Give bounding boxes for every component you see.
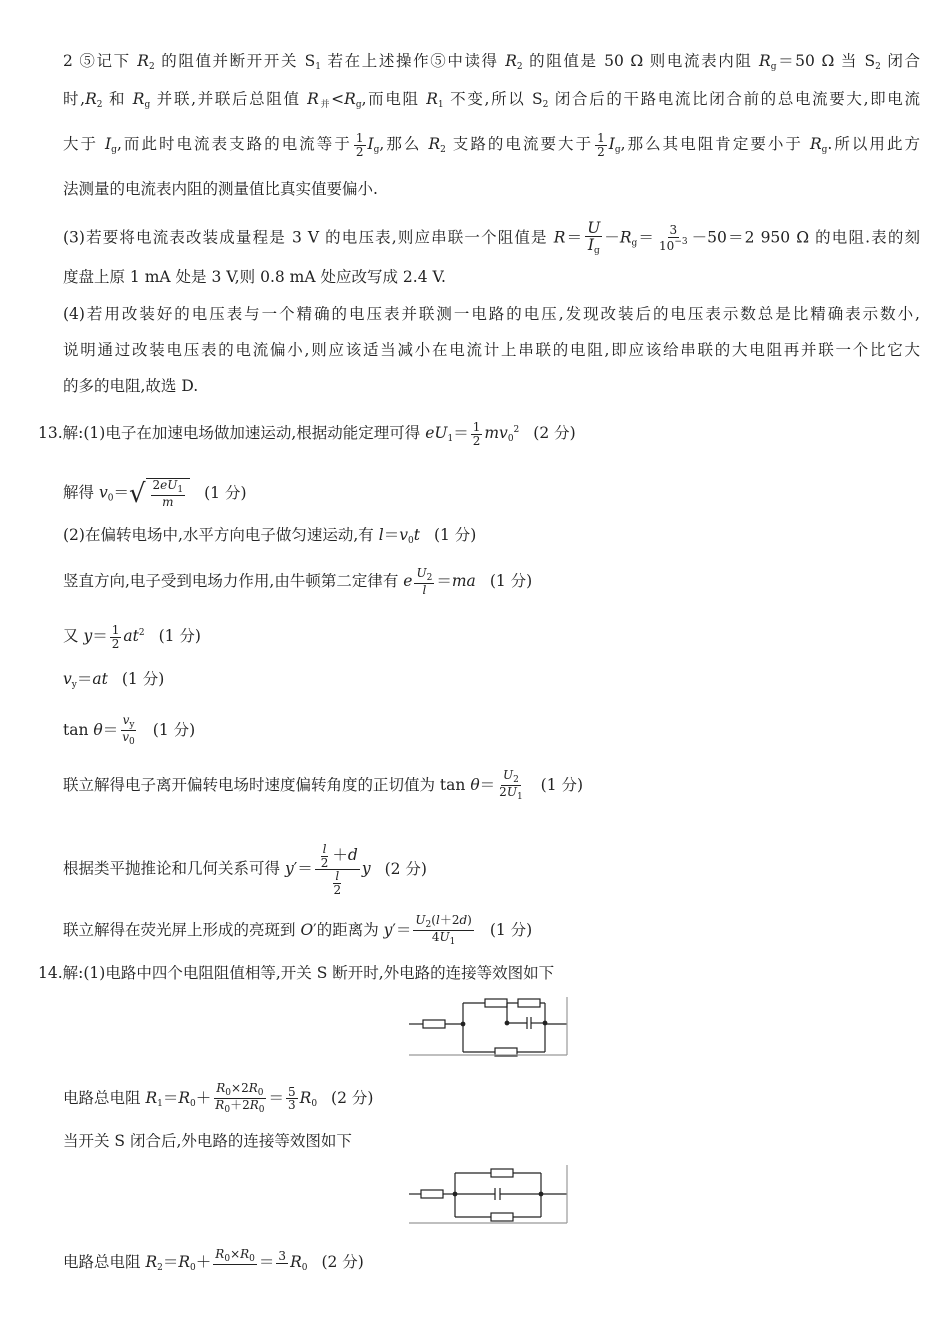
q14-line2: 电路总电阻 $R_1=R_0+$ $\frac{R_0\times 2R_0}{R_0+2R_0}$ ＝ $\frac{5}{3}$ $R_0$ (2 分)	[63, 1081, 374, 1116]
p3-line3: 的多的电阻,故选 D.	[63, 377, 199, 395]
q13-line6: $v_y=at$ (1 分)	[63, 670, 165, 690]
q13-line2: 解得 $v_0=$ √ $\frac{2eU_1}{m}$ (1 分)	[63, 478, 247, 510]
circuit-diagram-closed	[407, 1163, 569, 1225]
q14-line1: 14.解:(1)电路中四个电阻阻值相等,开关 S 断开时,外电路的连接等效图如下	[38, 964, 555, 982]
q14-line3: 当开关 S 闭合后,外电路的连接等效图如下	[63, 1132, 352, 1150]
q13-line4: 竖直方向,电子受到电场力作用,由牛顿第二定律有 e $\frac{U_2}{l}$ ＝ma (1 分)	[63, 566, 533, 598]
q13-line8: 联立解得电子离开偏转电场时速度偏转角度的正切值为 tan θ＝ $\frac{U_2}{2U_1}$ (1 分)	[63, 768, 584, 803]
p1-line1: 2 ⑤记下 $R_2$ 的阻值并断开开关 $S_1$ 若在上述操作⑤中读得 $R_2$ 的阻值是 50 Ω 则电流表内阻 $R_g=50$ Ω 当 $S_2$ 闭合	[63, 52, 920, 72]
score: (2 分)	[533, 424, 576, 442]
p3-line2: 说明通过改装电压表的电流偏小,则应该适当减小在电流计上串联的电阻,即应该给串联的大电阻再并联一个比它大	[63, 341, 920, 359]
circuit-diagram-open	[407, 995, 569, 1057]
q13-line3: (2)在偏转电场中,水平方向电子做匀速运动,有 $l=v_0t$ (1 分)	[63, 526, 477, 546]
q13-line1: 13.解:(1)电子在加速电场做加速运动,根据动能定理可得 $eU_1=$ $\frac{1}{2}$ $mv_0^2$ (2 分)	[38, 419, 576, 448]
p2-line1: (3)若要将电流表改装成量程是 3 V 的电压表,则应串联一个阻值是 R＝ $\frac{U}{I_g}$ $-R_g=$ $\frac{3}{10^{-3}}$ －50＝2 950 Ω 的电阻.表的刻	[63, 219, 920, 257]
p2-line2: 度盘上原 1 mA 处是 3 V,则 0.8 mA 处应改写成 2.4 V.	[63, 268, 446, 286]
q14-line4: 电路总电阻 $R_2=R_0+$ $R_0\times R_0$ ＝ 3 $R_0$ (2 分)	[63, 1247, 364, 1274]
p1-line4: 法测量的电流表内阻的测量值比真实值要偏小.	[63, 180, 378, 198]
q13-line10: 联立解得在荧光屏上形成的亮斑到 O′的距离为 y′＝ $\frac{U_2(l+2d)}{4U_1}$ (1 分)	[63, 913, 533, 948]
q13-line9: 根据类平抛推论和几何关系可得 y′＝ $\frac{l}{2}$ ＋d $\frac{l}{2}$ y (2 分)	[63, 842, 427, 897]
p1-line3: 大于 $I_g$,而此时电流表支路的电流等于 $\frac{1}{2}$ $I_g$,那么 $R_2$ 支路的电流要大于 $\frac{1}{2}$ $I_g$,那么其电阻肯定要小于 $R_g$.所以用此方	[63, 131, 921, 159]
q13-line7: tan θ＝ $\frac{v_y}{v_0}$ (1 分)	[63, 713, 196, 748]
q13-line5: 又 y＝ $\frac{1}{2}$ $at^2$ (1 分)	[63, 622, 201, 651]
p1-line2: 时$,R_2$ 和 $R_g$ 并联,并联后总阻值 $R_并<R_g$,而电阻 $R_1$ 不变,所以 $S_2$ 闭合后的干路电流比闭合前的总电流要大,即电流	[63, 90, 920, 110]
p3-line1: (4)若用改装好的电压表与一个精确的电压表并联测一电路的电压,发现改装后的电压表示数总是比精确表示数小,	[63, 305, 920, 323]
